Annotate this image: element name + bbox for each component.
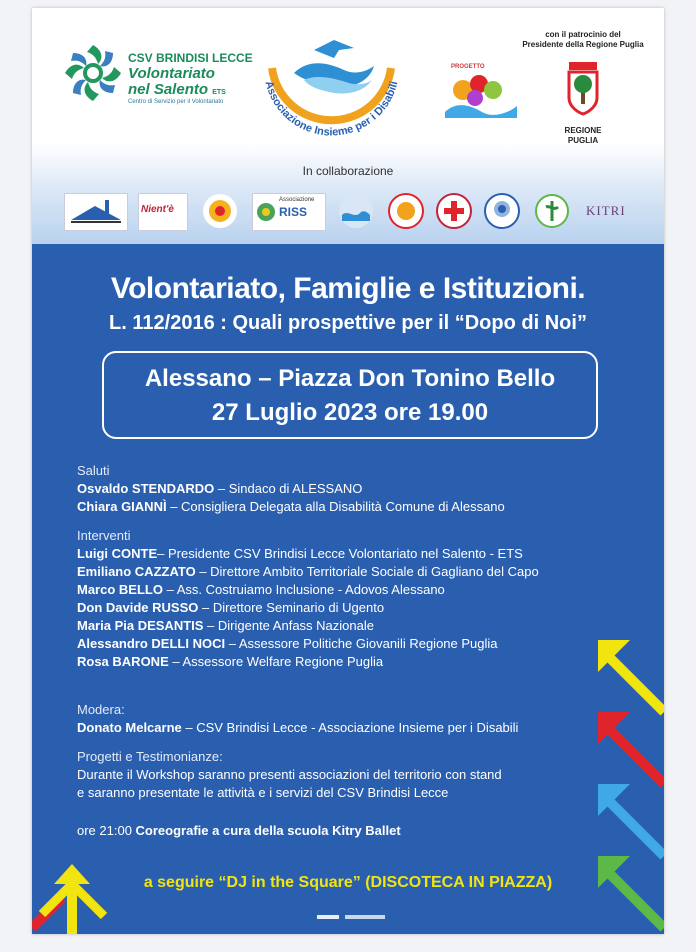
saluti-heading: Saluti — [77, 463, 110, 478]
riss-title: RISS — [279, 205, 308, 219]
partner-logo-riss — [252, 193, 326, 231]
speaker-role: – Sindaco di ALESSANO — [214, 481, 363, 496]
riss-mark-icon — [256, 202, 276, 222]
csv-salento — [128, 82, 253, 97]
speaker-name: Rosa BARONE — [77, 654, 169, 669]
modera-section — [77, 701, 518, 737]
intervento-item — [77, 617, 539, 635]
intervento-item — [77, 599, 539, 617]
partner-logos — [64, 193, 634, 233]
riss-sub: Associazione — [279, 197, 315, 203]
event-poster — [32, 8, 664, 934]
event-datetime: 27 Luglio 2023 ore 19.00 — [211, 399, 489, 426]
patronage-line2: Presidente della Regione Puglia — [522, 39, 644, 49]
speaker-role: – CSV Brindisi Lecce - Associazione Insieme per i Disabili — [181, 720, 519, 735]
speaker-name: Maria Pia DESANTIS — [77, 618, 204, 633]
evening-section — [77, 822, 401, 840]
progetto-label: PROGETTO — [451, 64, 485, 70]
partner-logo-seal-1 — [386, 193, 426, 229]
csv-salento-text: nel Salento — [128, 81, 209, 98]
main-title: Volontariato, Famiglie e Istituzioni. — [110, 272, 586, 305]
region-crest-icon — [563, 60, 603, 116]
speaker-role: – Ass. Costruiamo Inclusione - Adovos Alessano — [162, 582, 445, 597]
patronage-line1: con il patrocinio del — [545, 30, 621, 39]
association-logo — [254, 28, 409, 140]
partner-logo-seal-2 — [434, 193, 474, 229]
association-emblem-icon — [254, 28, 409, 140]
evening-time: ore 21:00 — [77, 823, 136, 838]
progetto-art-icon — [437, 60, 522, 125]
partner-logo-sun — [198, 193, 242, 229]
csv-volontariato: Volontariato — [128, 65, 215, 82]
speaker-name: Alessandro DELLI NOCI — [77, 636, 226, 651]
moderator-item — [77, 719, 518, 737]
collaboration-label: In collaborazione — [302, 164, 394, 178]
speaker-name: Don Davide RUSSO — [77, 600, 199, 615]
speaker-name: Chiara GIANNÌ — [77, 499, 167, 514]
intervento-item — [77, 581, 539, 599]
sun-icon — [198, 193, 242, 229]
speaker-name: Emiliano CAZZATO — [77, 564, 196, 579]
speaker-role: – Consigliera Delegata alla Disabilità Comune di Alessano — [166, 499, 505, 514]
csv-swirl-icon — [62, 42, 124, 104]
saluti-item — [77, 498, 505, 516]
interventi-section — [77, 527, 539, 671]
patronage-block — [522, 30, 644, 145]
csv-logo — [62, 40, 262, 110]
partner-logo-nient — [138, 193, 188, 231]
region-label-2: PUGLIA — [567, 136, 599, 145]
speaker-role: – Direttore Ambito Territoriale Sociale di Gagliano del Capo — [195, 564, 539, 579]
waves-icon — [336, 193, 376, 229]
event-location: Alessano – Piazza Don Tonino Bello — [144, 365, 556, 392]
speaker-name: Marco BELLO — [77, 582, 163, 597]
modera-heading: Modera: — [77, 702, 125, 717]
speaker-role: – Dirigente Anfass Nazionale — [203, 618, 374, 633]
partner-logo-waves — [336, 193, 376, 229]
csv-name: CSV BRINDISI LECCE — [128, 51, 253, 65]
arrow-red-icon — [598, 712, 664, 784]
speaker-name: Luigi CONTE — [77, 546, 158, 561]
nient-logo-text: Nient'è — [141, 204, 174, 215]
progetti-line2: e saranno presentate le attività e i servizi del CSV Brindisi Lecce — [77, 785, 449, 800]
csv-ets: ETS — [212, 89, 226, 96]
arrow-green-icon — [598, 856, 664, 928]
seal-icon — [386, 193, 426, 229]
progetto-logo — [437, 60, 522, 125]
intervento-item — [77, 545, 539, 563]
progetti-heading: Progetti e Testimonianze: — [77, 749, 223, 764]
speaker-name: Donato Melcarne — [77, 720, 182, 735]
saluti-item — [77, 480, 505, 498]
speaker-role: – Assessore Politiche Giovanili Regione Puglia — [225, 636, 498, 651]
dj-line: a seguire “DJ in the Square” (DISCOTECA IN PIAZZA) — [143, 874, 553, 891]
progetti-line1: Durante il Workshop saranno presenti associazioni del territorio con stand — [77, 767, 502, 782]
speaker-role: – Assessore Welfare Regione Puglia — [168, 654, 384, 669]
interventi-heading: Interventi — [77, 528, 131, 543]
intervento-item — [77, 563, 539, 581]
arrows-left-decoration — [32, 854, 122, 934]
partner-logo-1 — [64, 193, 128, 231]
cross-seal-icon — [434, 193, 474, 229]
footer-logos-icon — [317, 912, 387, 922]
region-label-1: REGIONE — [564, 126, 602, 135]
progetti-section — [77, 748, 502, 802]
lion-icon — [482, 193, 522, 229]
speaker-name: Osvaldo STENDARDO — [77, 481, 215, 496]
partner-logo-medical — [534, 193, 570, 229]
partner-logo-kitri — [578, 193, 634, 229]
event-date-box — [102, 351, 598, 439]
medical-icon — [534, 193, 570, 229]
partner-logo-lion — [482, 193, 522, 229]
speaker-role: – Direttore Seminario di Ugento — [198, 600, 385, 615]
kitri-logo-text: KITRI — [586, 203, 626, 218]
sub-title: L. 112/2016 : Quali prospettive per il “Dopo di Noi” — [109, 312, 587, 334]
program-section — [77, 462, 505, 516]
arrow-blue-icon — [598, 784, 664, 856]
intervento-item — [77, 653, 539, 671]
building-icon — [65, 194, 127, 230]
arrow-yellow-icon — [598, 640, 664, 712]
csv-tagline: Centro di Servizio per il Volontariato — [128, 99, 224, 105]
association-arc-text: Associazione Insieme per i Disabili — [262, 79, 401, 139]
evening-text: Coreografie a cura della scuola Kitry Ballet — [135, 823, 401, 838]
intervento-item — [77, 635, 539, 653]
speaker-role: – Presidente CSV Brindisi Lecce Volontariato nel Salento - ETS — [157, 546, 523, 561]
